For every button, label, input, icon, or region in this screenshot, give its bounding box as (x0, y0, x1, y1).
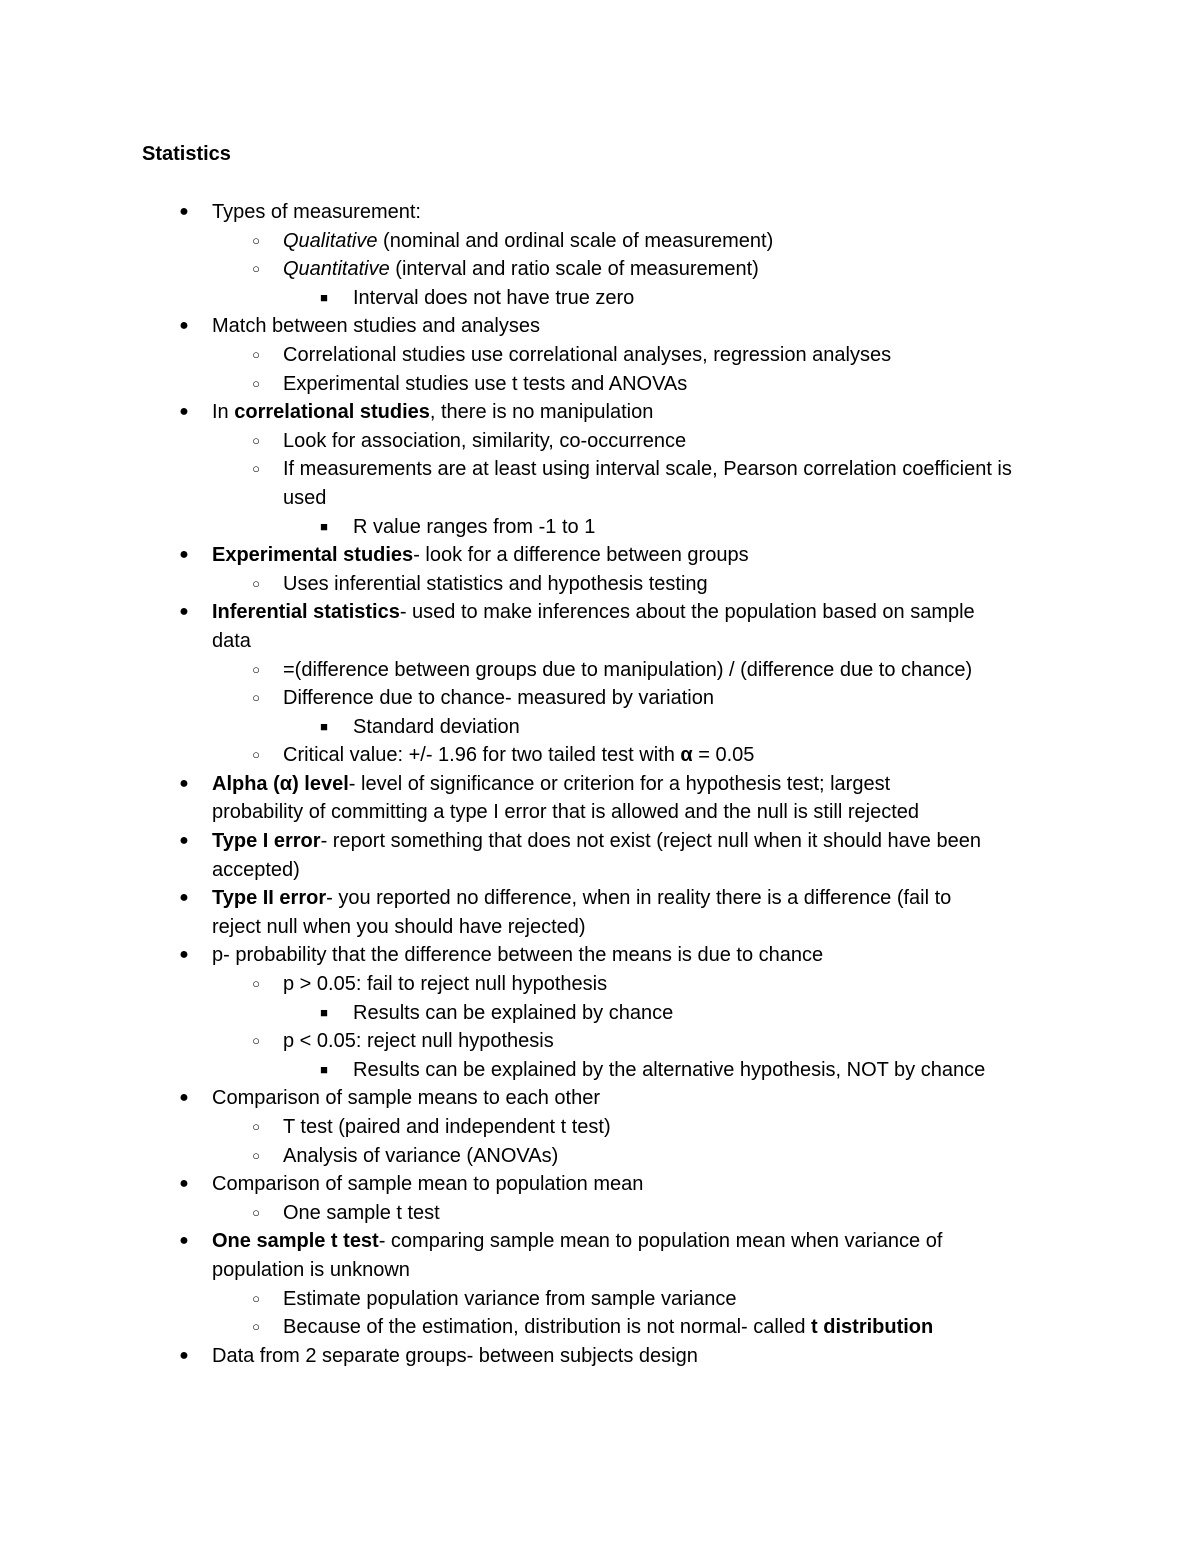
text-run: Data from 2 separate groups- between subjects design (212, 1344, 698, 1367)
disc-bullet-icon: ● (179, 889, 189, 907)
circle-bullet-icon: ○ (252, 690, 260, 706)
list-item-level-0 (0, 827, 1200, 884)
list-item-level-1 (0, 341, 1200, 370)
square-bullet-icon: ■ (320, 289, 328, 305)
list-item-level-0 (0, 941, 1200, 970)
list-item-text (283, 656, 1053, 685)
list-item-level-2 (0, 513, 1200, 542)
list-item-level-2 (0, 713, 1200, 742)
text-run: Critical value: +/- 1.96 for two tailed test with (283, 744, 681, 767)
text-run: p- probability that the difference between the means is due to chance (212, 944, 824, 967)
list-item-text (212, 827, 982, 884)
circle-bullet-icon: ○ (252, 232, 260, 248)
list-item-level-1 (0, 570, 1200, 599)
text-run: One sample t test (283, 1201, 440, 1224)
disc-bullet-icon: ● (179, 317, 189, 335)
list-item-level-0 (0, 884, 1200, 941)
text-run: Results can be explained by the alternative hypothesis, NOT by chance (353, 1058, 986, 1081)
list-item-level-1 (0, 255, 1200, 284)
list-item-level-0 (0, 1084, 1200, 1113)
list-item-text (283, 341, 1053, 370)
bold-term: Inferential statistics (212, 601, 400, 624)
disc-bullet-icon: ● (179, 1232, 189, 1250)
list-item-level-0 (0, 598, 1200, 655)
list-item-level-0 (0, 770, 1200, 827)
circle-bullet-icon: ○ (252, 461, 260, 477)
text-run: Experimental studies use t tests and ANOVAs (283, 372, 688, 395)
text-run: Because of the estimation, distribution is not normal- called (283, 1316, 812, 1339)
disc-bullet-icon: ● (179, 203, 189, 220)
disc-bullet-icon: ● (179, 774, 189, 792)
list-item-level-2 (0, 284, 1200, 313)
list-item-text (353, 999, 1053, 1028)
circle-bullet-icon: ○ (252, 261, 260, 277)
circle-bullet-icon: ○ (252, 747, 260, 763)
circle-bullet-icon: ○ (252, 375, 260, 391)
list-item-text (212, 884, 982, 941)
disc-bullet-icon: ● (179, 546, 189, 564)
list-item-text (283, 370, 1053, 399)
list-item-text (212, 1342, 982, 1371)
text-run: If measurements are at least using interval scale, Pearson correlation coefficient is used (283, 458, 1012, 509)
square-bullet-icon: ■ (320, 518, 328, 534)
bold-term: t distribution (811, 1316, 934, 1339)
list-item-text (283, 455, 1053, 512)
list-item-level-1 (0, 1027, 1200, 1056)
italic-term: Qualitative (283, 229, 378, 252)
text-run: Comparison of sample means to each other (212, 1087, 600, 1110)
list-item-text (212, 1170, 982, 1199)
list-item-text (283, 970, 1053, 999)
bold-term: Experimental studies (212, 544, 414, 567)
list-item-level-0 (0, 1170, 1200, 1199)
list-item-text (353, 513, 1053, 542)
text-run: - you reported no difference, when in reality there is a difference (fail to reject null when you should have rejected) (212, 887, 952, 938)
list-item-text (212, 941, 982, 970)
list-item-level-1 (0, 427, 1200, 456)
text-run: Comparison of sample mean to population mean (212, 1173, 644, 1196)
list-item-level-0 (0, 312, 1200, 341)
circle-bullet-icon: ○ (252, 1204, 260, 1220)
list-item-level-1 (0, 370, 1200, 399)
text-run: - report something that does not exist (reject null when it should have been accepted) (212, 830, 981, 881)
list-item-text (283, 227, 1053, 256)
list-item-level-0 (0, 541, 1200, 570)
circle-bullet-icon: ○ (252, 1033, 260, 1049)
circle-bullet-icon: ○ (252, 1290, 260, 1306)
list-item-text (283, 741, 1053, 770)
square-bullet-icon: ■ (320, 1004, 328, 1020)
bold-term: Type I error (212, 830, 321, 853)
disc-bullet-icon: ● (179, 832, 189, 850)
square-bullet-icon: ■ (320, 718, 328, 734)
list-item-text (283, 255, 1053, 284)
list-item-text (283, 1285, 1053, 1314)
text-run: Standard deviation (353, 715, 520, 738)
list-item-text (283, 1027, 1053, 1056)
list-item-level-1 (0, 455, 1200, 512)
list-item-text (212, 1227, 982, 1284)
disc-bullet-icon: ● (179, 1089, 189, 1107)
list-item-text (283, 570, 1053, 599)
list-item-level-0 (0, 398, 1200, 427)
list-item-text (283, 1199, 1053, 1228)
text-run: p < 0.05: reject null hypothesis (283, 1030, 554, 1053)
text-run: Analysis of variance (ANOVAs) (283, 1144, 559, 1167)
list-item-level-0 (0, 198, 1200, 227)
square-bullet-icon: ■ (320, 1061, 328, 1077)
list-item-text (283, 1113, 1053, 1142)
text-run: T test (paired and independent t test) (283, 1116, 611, 1138)
notes-list (0, 198, 1200, 1370)
disc-bullet-icon: ● (179, 1175, 189, 1193)
list-item-text (212, 1084, 982, 1113)
circle-bullet-icon: ○ (252, 1319, 260, 1335)
text-run: , there is no manipulation (429, 401, 654, 424)
text-run: - level of significance or criterion for a hypothesis test; largest probability of committing a type I error that is allowed and the null is still rejected (212, 772, 920, 824)
list-item-level-1 (0, 1142, 1200, 1171)
list-item-level-1 (0, 656, 1200, 685)
text-run: - look for a difference between groups (413, 544, 749, 567)
text-run: =(difference between groups due to manipulation) / (difference due to chance) (283, 658, 973, 681)
list-item-text (353, 713, 1053, 742)
list-item-text (283, 1313, 1053, 1342)
text-run: In (212, 401, 235, 424)
bold-term: correlational studies (234, 401, 430, 424)
text-run: (nominal and ordinal scale of measurement) (377, 229, 774, 252)
text-run: (interval and ratio scale of measurement) (389, 258, 759, 281)
circle-bullet-icon: ○ (252, 432, 260, 448)
list-item-text (283, 1142, 1053, 1171)
circle-bullet-icon: ○ (252, 1147, 260, 1163)
list-item-text (212, 198, 982, 227)
circle-bullet-icon: ○ (252, 1119, 260, 1134)
list-item-text (353, 1056, 1053, 1085)
list-item-text (283, 684, 1053, 713)
list-item-text (212, 541, 982, 570)
list-item-level-1 (0, 741, 1200, 770)
text-run: - used to make inferences about the population based on sample data (212, 601, 975, 652)
list-item-text (212, 398, 982, 427)
list-item-text (212, 770, 982, 827)
bold-term: α (680, 744, 693, 767)
circle-bullet-icon: ○ (252, 976, 260, 992)
list-item-text (212, 598, 982, 655)
list-item-level-0 (0, 1342, 1200, 1371)
list-item-level-2 (0, 1056, 1200, 1085)
text-run: Results can be explained by chance (353, 1001, 674, 1024)
circle-bullet-icon: ○ (252, 346, 260, 362)
list-item-level-1 (0, 1113, 1200, 1142)
text-run: Correlational studies use correlational analyses, regression analyses (283, 343, 892, 366)
italic-term: Quantitative (283, 258, 390, 281)
disc-bullet-icon: ● (179, 946, 189, 964)
list-item-level-1 (0, 1313, 1200, 1342)
bold-term: One sample t test (212, 1230, 379, 1253)
text-run: Types of measurement: (212, 201, 421, 223)
list-item-level-1 (0, 1285, 1200, 1314)
list-item-level-1 (0, 227, 1200, 256)
text-run: Uses inferential statistics and hypothesis testing (283, 572, 708, 595)
disc-bullet-icon: ● (179, 603, 189, 621)
list-item-level-1 (0, 684, 1200, 713)
text-run: Difference due to chance- measured by variation (283, 687, 714, 710)
list-item-text (283, 427, 1053, 456)
list-item-level-1 (0, 970, 1200, 999)
text-run: Interval does not have true zero (353, 286, 635, 309)
text-run: p > 0.05: fail to reject null hypothesis (283, 973, 608, 996)
text-run: Estimate population variance from sample variance (283, 1287, 737, 1310)
text-run: R value ranges from -1 to 1 (353, 515, 596, 538)
bold-term: Type II error (212, 887, 327, 910)
disc-bullet-icon: ● (179, 403, 189, 421)
text-run: = 0.05 (692, 744, 755, 767)
circle-bullet-icon: ○ (252, 575, 260, 591)
list-item-level-2 (0, 999, 1200, 1028)
list-item-level-1 (0, 1199, 1200, 1228)
circle-bullet-icon: ○ (252, 661, 260, 677)
page-title: Statistics (142, 143, 231, 165)
text-run: Look for association, similarity, co-occurrence (283, 429, 687, 452)
bold-term: Alpha (α) level (212, 772, 349, 795)
list-item-level-0 (0, 1227, 1200, 1284)
list-item-text (212, 312, 982, 341)
list-item-text (353, 284, 1053, 313)
disc-bullet-icon: ● (179, 1346, 189, 1364)
text-run: - comparing sample mean to population mean when variance of population is unknown (212, 1230, 943, 1281)
text-run: Match between studies and analyses (212, 315, 540, 338)
